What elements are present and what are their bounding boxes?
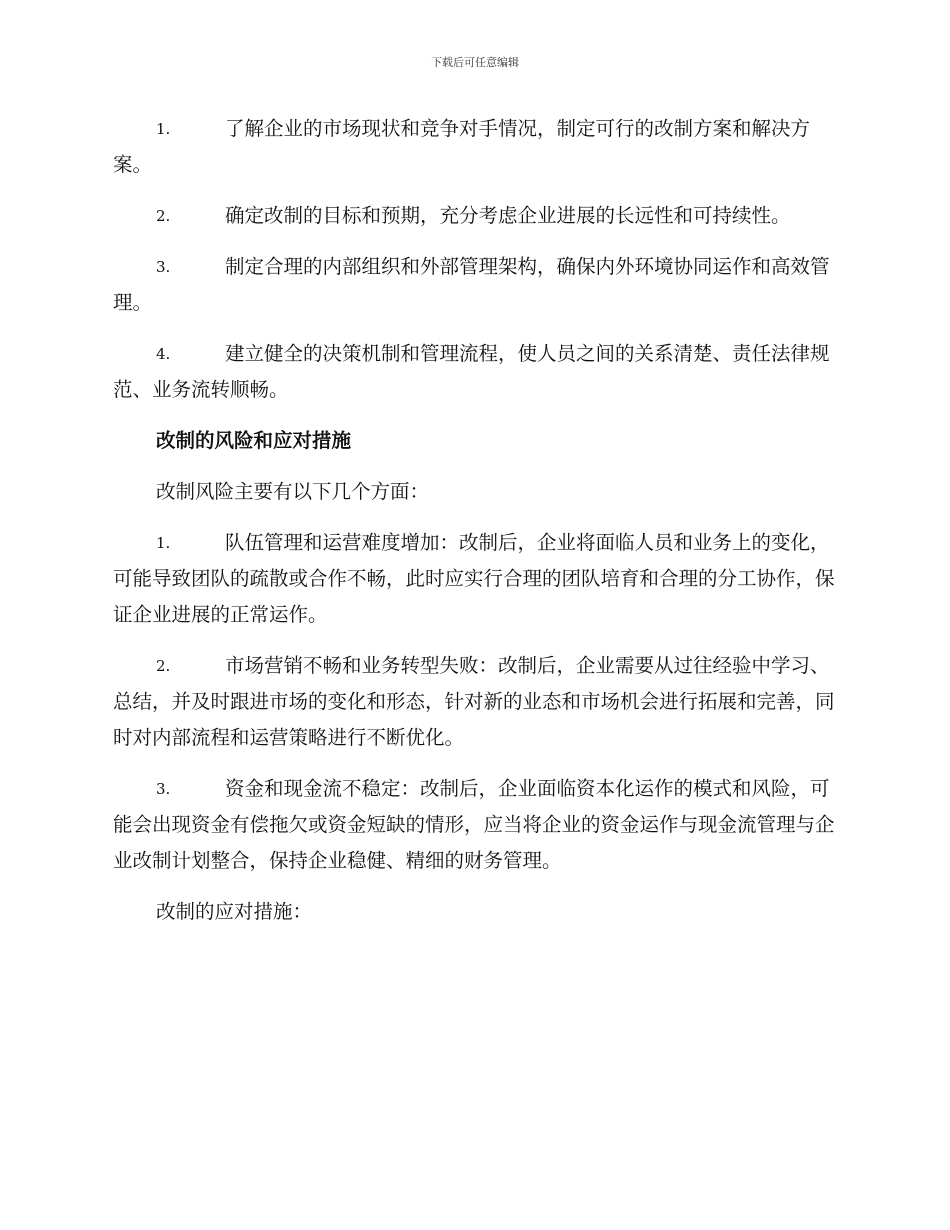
list-item xyxy=(113,111,837,183)
list-item-text: 了解企业的市场现状和竞争对手情况，制定可行的改制方案和解决方案。 xyxy=(113,117,811,176)
section-heading: 改制的风险和应对措施 xyxy=(156,429,352,452)
measures-intro: 改制的应对措施： xyxy=(156,900,313,923)
list-item xyxy=(113,249,837,321)
list-item-text: 市场营销不畅和业务转型失败：改制后，企业需要从过往经验中学习、总结，并及时跟进市场的变化和形态，针对新的业态和市场机会进行拓展和完善，同时对内部流程和运营策略进行不断优化。 xyxy=(113,654,835,749)
list-item-text: 资金和现金流不稳定：改制后，企业面临资本化运作的模式和风险，可能会出现资金有偿拖欠或资金短缺的情形，应当将企业的资金运作与现金流管理与企业改制计划整合，保持企业稳健、精细的财务管理。 xyxy=(113,777,835,872)
list-item xyxy=(113,648,837,756)
list-item xyxy=(113,336,837,408)
list-item-text: 确定改制的目标和预期，充分考虑企业进展的长远性和可持续性。 xyxy=(225,204,791,227)
list-item xyxy=(113,198,837,234)
list-item xyxy=(113,771,837,879)
list-item-number: 4. xyxy=(156,345,171,363)
page-header: 下载后可任意编辑 xyxy=(431,56,519,69)
section-intro: 改制风险主要有以下几个方面： xyxy=(156,480,430,503)
document-body xyxy=(113,111,837,945)
list-item-text: 制定合理的内部组织和外部管理架构，确保内外环境协同运作和高效管理。 xyxy=(113,255,830,314)
list-item xyxy=(113,525,837,633)
list-item-number: 2. xyxy=(156,207,171,225)
list-item-number: 3. xyxy=(156,258,171,276)
list-item-number: 2. xyxy=(156,657,171,675)
list-item-text: 队伍管理和运营难度增加：改制后，企业将面临人员和业务上的变化，可能导致团队的疏散或合作不畅，此时应实行合理的团队培育和合理的分工协作，保证企业进展的正常运作。 xyxy=(113,531,835,626)
list-item-number: 1. xyxy=(156,120,171,138)
list-item-number: 3. xyxy=(156,780,171,798)
list-item-text: 建立健全的决策机制和管理流程，使人员之间的关系清楚、责任法律规范、业务流转顺畅。 xyxy=(113,342,830,401)
list-item-number: 1. xyxy=(156,534,171,552)
